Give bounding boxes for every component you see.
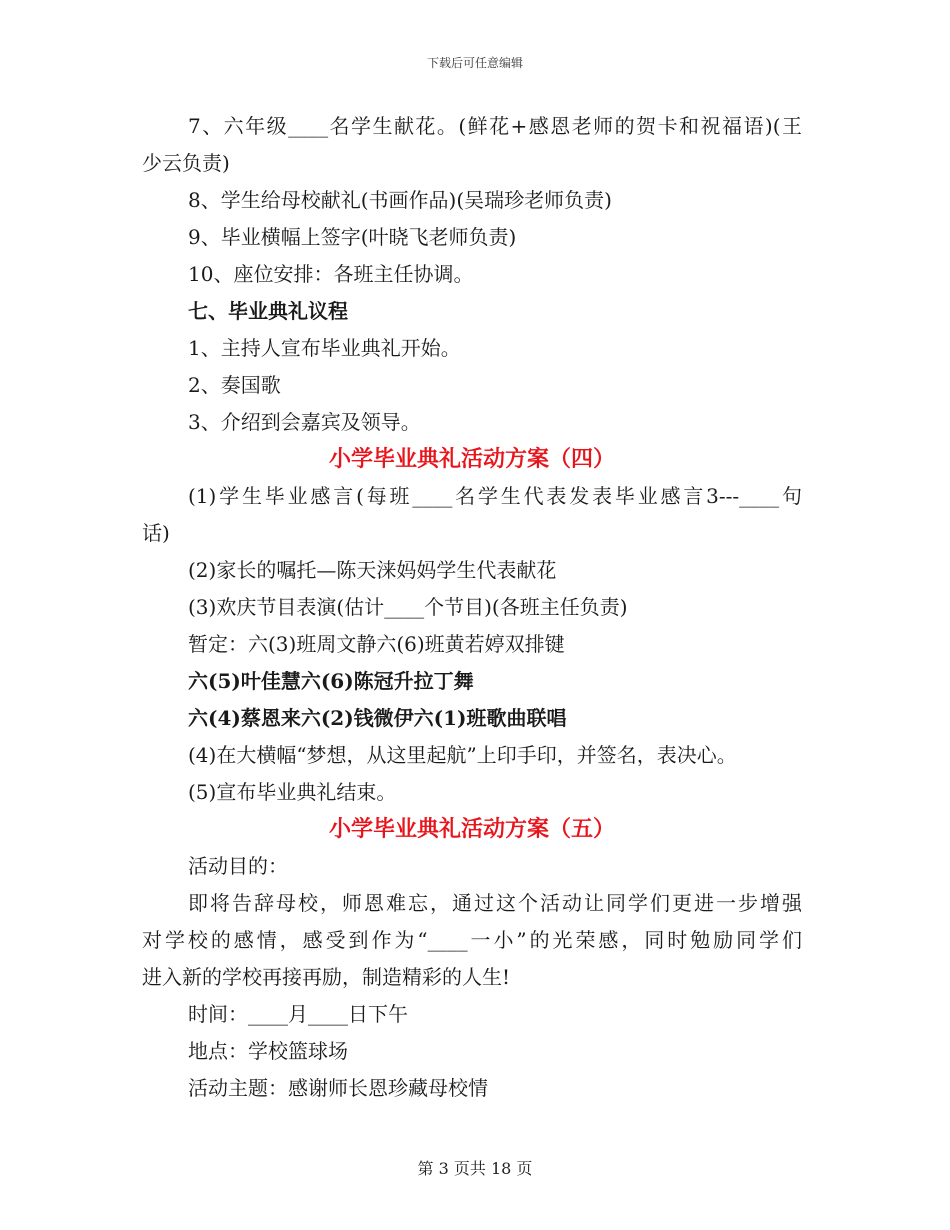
text-line: 时间：____月____日下午	[188, 1002, 408, 1026]
text-line: (5)宣布毕业典礼结束。	[188, 780, 397, 804]
text-line: 8、学生给母校献礼(书画作品)(吴瑞珍老师负责)	[188, 188, 612, 212]
text-line: 10、座位安排：各班主任协调。	[188, 262, 474, 286]
text-line: 活动目的：	[188, 854, 288, 878]
page-footer: 第 3 页共 18 页	[417, 1159, 533, 1178]
text-line: 话)	[142, 521, 170, 545]
text-line: (4)在大横幅“梦想，从这里起航”上印手印，并签名，表决心。	[188, 743, 737, 767]
section-heading: 七、毕业典礼议程	[188, 299, 348, 323]
text-line: 3、介绍到会嘉宾及领导。	[188, 410, 421, 434]
text-line: (2)家长的嘱托—陈天涞妈妈学生代表献花	[188, 558, 557, 582]
text-line: (3)欢庆节目表演(估计____个节目)(各班主任负责)	[188, 595, 628, 619]
text-line: 2、奏国歌	[188, 373, 281, 397]
text-line: 活动主题：感谢师长恩珍藏母校情	[188, 1076, 488, 1100]
text-line: 地点：学校篮球场	[188, 1039, 348, 1063]
section-title: 小学毕业典礼活动方案（五）	[328, 816, 615, 842]
text-line: 暂定：六(3)班周文静六(6)班黄若婷双排键	[188, 632, 565, 656]
text-line: 对学校的感情，感受到作为“____一小”的光荣感，同时勉励同学们	[142, 928, 802, 952]
text-line: 进入新的学校再接再励，制造精彩的人生!	[142, 965, 511, 989]
text-line: 9、毕业横幅上签字(叶晓飞老师负责)	[188, 225, 517, 249]
section-title: 小学毕业典礼活动方案（四）	[328, 446, 615, 472]
text-line: 7、六年级____名学生献花。(鲜花+感恩老师的贺卡和祝福语)(王	[188, 114, 802, 138]
text-line: 六(5)叶佳慧六(6)陈冠升拉丁舞	[188, 669, 474, 693]
text-line: 即将告辞母校，师恩难忘，通过这个活动让同学们更进一步增强	[188, 891, 802, 915]
page-header: 下载后可任意编辑	[426, 56, 523, 70]
text-line: 1、主持人宣布毕业典礼开始。	[188, 336, 461, 360]
text-line: 六(4)蔡恩来六(2)钱微伊六(1)班歌曲联唱	[188, 706, 567, 730]
document-body	[142, 108, 802, 1107]
text-line: 少云负责)	[142, 151, 230, 175]
text-line: (1)学生毕业感言(每班____名学生代表发表毕业感言3---____句	[188, 484, 802, 508]
